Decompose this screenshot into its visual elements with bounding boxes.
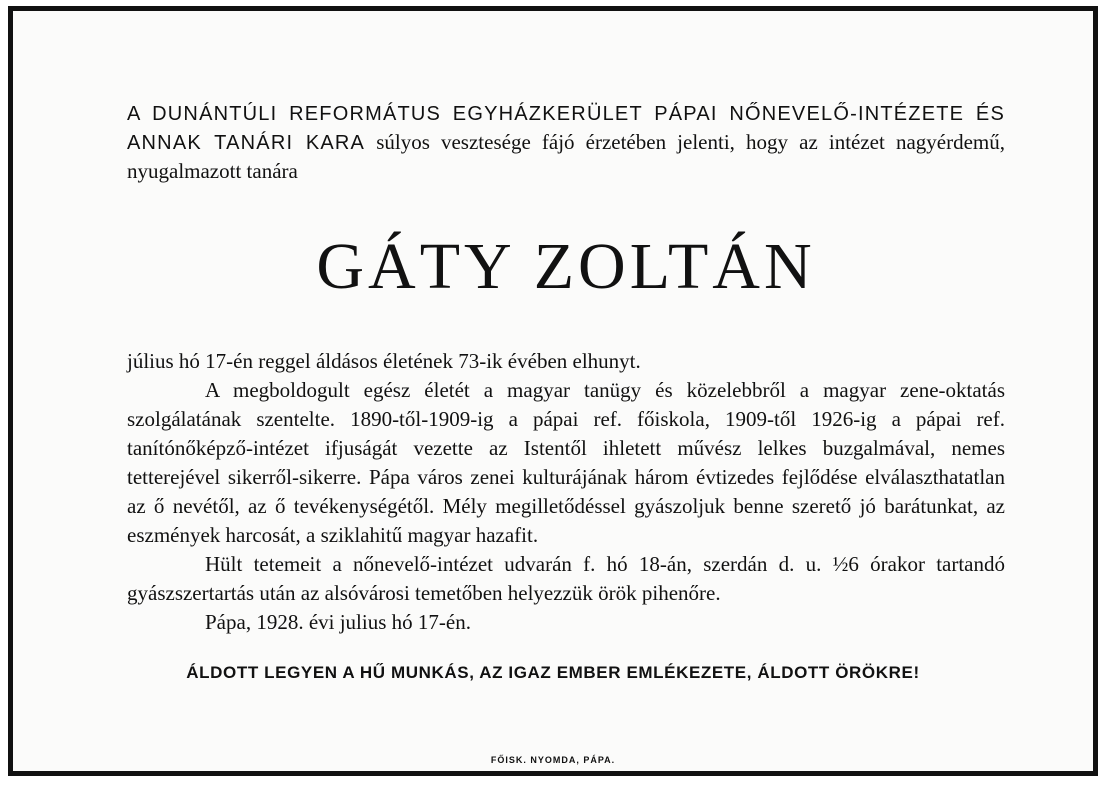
death-line: július hó 17-én reggel áldásos életének 73-ik évében elhunyt.	[127, 349, 641, 373]
funeral-paragraph: Hült tetemeit a nőnevelő-intézet udvarán f. hó 18-án, szerdán d. u. ½6 órakor tartandó gyászszertartás után az alsóvárosi temetőben helyezzük örök pihenőre.	[127, 552, 1005, 605]
institution-name: A DUNÁNTÚLI REFORMÁTUS EGYHÁZKERÜLET PÁPAI NŐNEVELŐ-INTÉZETE ÉS ANNAK TANÁRI KARA	[127, 103, 1005, 154]
intro-text: súlyos vesztesége fájó érzetében jelenti, hogy az intézet nagyérdemű, nyugalmazott tanára	[127, 130, 1005, 183]
deceased-name: GÁTY ZOLTÁN	[316, 230, 816, 303]
intro-paragraph	[127, 99, 1005, 185]
printer-imprint: FŐISK. NYOMDA, PÁPA.	[490, 755, 616, 765]
place-date: Pápa, 1928. évi julius hó 17-én.	[205, 610, 471, 634]
life-paragraph: A megboldogult egész életét a magyar tanügy és közelebbről a magyar zene-oktatás szolgálatának szentelte. 1890-től-1909-ig a pápai ref. főiskola, 1909-től 1926-ig a pápai ref. tanítónőképző-intézet ifjuságát vezette az Istentől ihletett művész lelkes buzgalmával, nemes tetterejével sikerről-sikerre. Pápa város zenei kulturájának három évtizedes fejlődése elválaszthatatlan az ő nevétől, az ő tevékenységétől. Mély megilletődéssel gyászoljuk benne szerető jó barátunkat, az eszmények harcosát, a sziklahitű magyar hazafit.	[127, 378, 1005, 547]
notice-body	[127, 99, 1005, 637]
blessing-line: ÁLDOTT LEGYEN A HŰ MUNKÁS, AZ IGAZ EMBER EMLÉKEZETE, ÁLDOTT ÖRÖKRE!	[186, 663, 920, 682]
obituary-card	[8, 6, 1098, 776]
